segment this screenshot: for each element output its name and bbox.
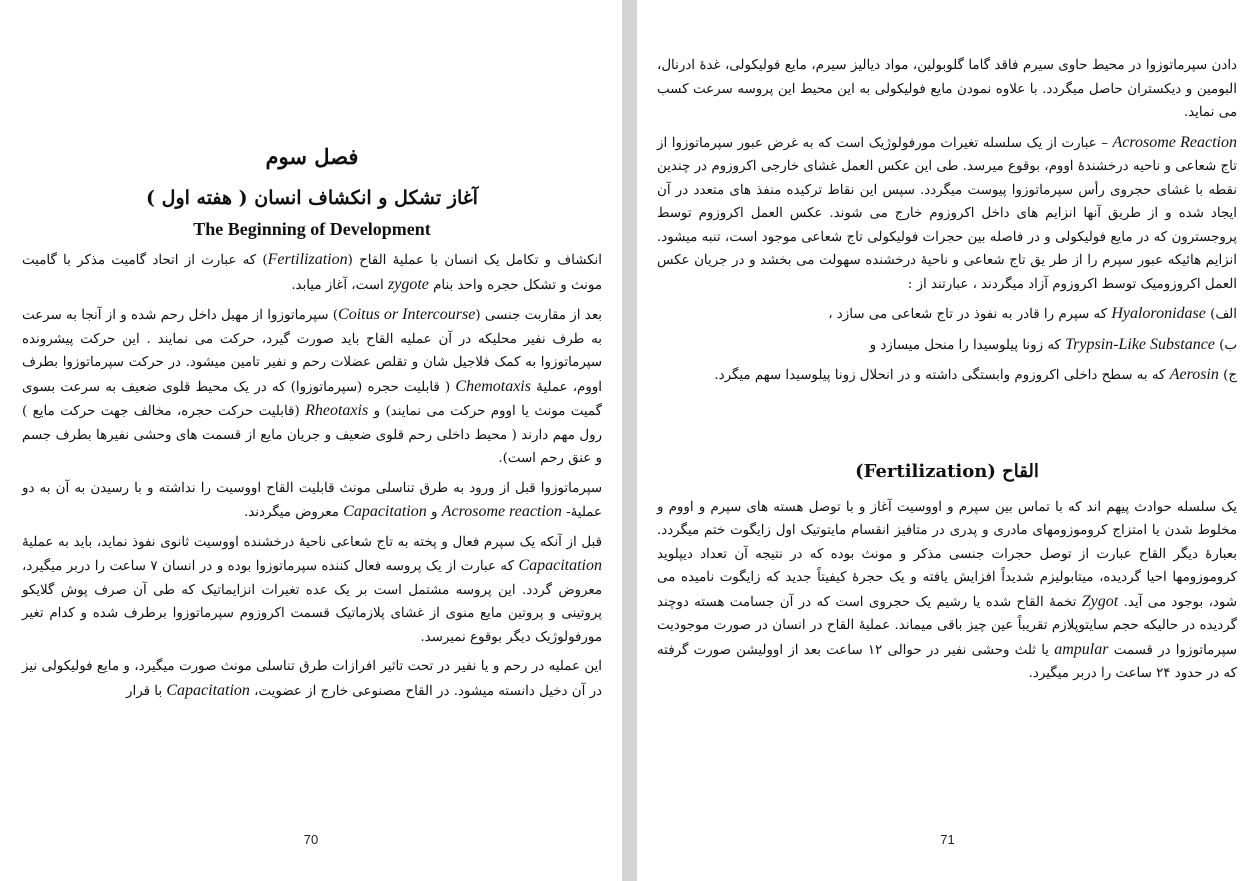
text-run: با قرار [126,683,167,699]
text-run: ج) [1218,368,1237,383]
latin-term: Chemotaxis [455,377,531,395]
latin-term: Capacitation [518,557,602,574]
page-right [637,0,1258,881]
text-run: که به سطح داخلی اکروزوم وابستگی داشته و در انحلال زونا پیلوسیدا سهم میگرد. [714,368,1170,383]
paragraph [657,333,1237,358]
text-run: ( قابلیت حجره (سپرماتوزوا) که در یک محیط قلوی ضعیف به سرعت بسوی گمیت مونث یا اووم حرکت می نمایند) و [22,379,603,419]
paragraph [22,303,602,471]
paragraph [657,302,1237,327]
chapter-title: فصل سوم [265,144,359,169]
page-gutter [622,0,637,881]
paragraph [657,496,1237,686]
text-run: که عبارت از یک پروسه فعال کننده سپرماتوزوا بوده و در انسان ۷ ساعت را دربر میگیرد، معروض گردد. این پروسه مشتمل است بر یک عده تغیرات انزایماتیک که طی آن صرف پوش گلایکو پروتینی و پروتین مایع منوی از غشای پلازماتیک قسمت اکروزوم سپرماتوزوا برطرف شده و کدام تغیر مورفولوژیک دیگر بوقوع نمیرسد. [22,559,602,645]
text-run: ) سپرماتوزوا از مهبل داخل رحم شده و از آنجا به سرعت به طرف نفیر محلیکه در آن عملیه القاح باید صورت گیرد، حرکت می نمایند . این حرکت پیشرونده سپرماتوزوا به کمک فلاجیل شان و تقلص عضلات رحم و نفیر تامین میشود. در حرکت سپرماتوزوا بطرف اووم، عملیهٔ [22,308,602,395]
text-run: معروض میگردند. [243,505,344,520]
left-body [22,248,602,703]
text-run: سپرماتوزوا قبل از ورود به طرق تناسلی مونث قابلیت القاح اووسیت را نداشته و با رسیدن به آن به دو عملیهٔ- [22,480,602,520]
page-left-content [22,140,602,709]
text-run: است، آغاز میابد. [291,277,388,293]
latin-term: Trypsin-Like Substance [1065,335,1215,353]
text-run: انکشاف و تکامل یک انسان با عملیهٔ القاح ( [347,253,602,268]
latin-term: Acrosome reaction [441,503,562,520]
paragraph [657,131,1237,297]
paragraph [22,477,602,525]
right-body-bottom [657,496,1237,686]
paragraph [22,655,602,703]
text-run: ) که عبارت از اتحاد گامیت مذکر با گامیت مونث و تشکل حجره واحد بنام [22,253,602,293]
latin-term: zygote [387,275,429,293]
latin-term: Fertilization [267,251,348,268]
paragraph [657,363,1237,388]
text-run: الف) [1205,307,1237,322]
page-number-left: 70 [303,832,319,847]
latin-term: Rheotaxis [305,402,369,419]
text-run: و [426,505,442,520]
text-run: قبل از آنکه یک سپرم فعال و پخته به تاج شعاعی ناحیهٔ درخشنده اووسیت ثانوی نفوذ نماید، باید به عملیهٔ [22,534,602,550]
text-run: که سپرم را قادر به نفوذ در تاج شعاعی می سازد ، [828,307,1112,322]
section-heading: القاح (Fertilization) [855,460,1039,482]
latin-term: Aerosin [1169,366,1219,383]
chapter-subtitle: آغاز تشکل و انکشاف انسان ( هفته اول ) [146,187,478,209]
text-run: ب) [1214,337,1237,353]
paragraph [657,54,1237,125]
latin-term: Hyaloronidase [1111,305,1206,322]
latin-term: ampular [1054,640,1109,658]
text-run: تخمهٔ القاح شده یا رشیم یک حجروی است که در آن جسامت هسته دوچند گردیده در حالیکه حجم سایتوپلازم تقریباً عین چیز باقی میماند. عملیهٔ القاح در انسان در صورت موجودیت سپرماتوزوا در قسمت [657,594,1238,658]
text-run: یا ثلث وحشی نفیر در حوالی ۱۲ ساعت بعد از اوولیشن صورت گرفته که در حدود ۲۴ ساعت را دربر میگیرد. [657,642,1237,681]
text-run: – عبارت از یک سلسله تغیرات مورفولوژیک است که به غرض عبور سپرماتوزوا از تاج شعاعی و ناحیه درخشندهٔ اووم، بوقوع میرسد. طی این عکس العمل غشای خارجی اکروزوم در چندین نقطه با غشای حجروی رأس سپرماتوزوا پیوست میگردد. سپس این نقاط ترکیده منفذ های متعدد در آن ایجاد شده و از طریق آنها انزایم های داخل اکروزوم خارج می شوند. عکس العمل اکروزوم توسط پروجسترون که در مایع فولیکولی و در فاصله بین حجرات فولیکولی تاج شعاعی موجود است، تنبه میشود. انزایم هائیکه عبور سپرم را از طر یق تاج شعاعی و ناحیهٔ درخشنده سهولت می بخشد و در جریان عکس العمل اکروزومیک توسط اکروزوم آزاد میگردند ، عبارتند از : [657,135,1237,292]
page-left [0,0,622,881]
text-run: یک سلسله حوادث پیهم اند که با تماس بین سپرم و اووسیت آغاز و با توصل هسته های سپرم و اووم و مخلوط شدن یا امتزاج کروموزومهای مادری و پدری در متافیز انقسام مایتوتیک اول زایگوت ختم میگردد. بعبارهٔ دیگر القاح عبارت از توصل حجرات جنسی مذکر و مونث بوده که در نتیجه آن تعداد دیپلوید کروموزومها احیا گردیده، میتابولیزم شدیداً افزایش یافته و یک حجرهٔ کیفیتاً جدید که زایگوت نامیده می شود، بوجود می آید. [657,499,1237,610]
text-run: دادن سپرماتوزوا در محیط حاوی سیرم فاقد گاما گلوبولین، مواد دیالیز سیرم، مایع فولیکولی، غدهٔ ادرنال، البومین و دیکستران حاصل میگردد. با علاوه نمودن مایع فولیکولی به این محیط این پروسه سرعت کسب می نماید. [657,58,1237,120]
text-run: این عملیه در رحم و یا نفیر در تحت تاثیر افرازات طرق تناسلی مونث صورت میگیرد، و مایع فولیکولی نیز در آن دخیل دانسته میشود. در القاح مصنوعی خارج از عضویت، [22,659,602,699]
text-run: (قابلیت حرکت حجره، مخالف جهت حرکت مایع ) رول مهم دارند ( محیط داخلی رحم قلوی ضعیف و جریان مایع از قسمت های وحشی نفیرها بطرف جسم و عنق رحم است). [22,404,602,466]
paragraph [22,248,602,297]
latin-term: Coitus or Intercourse [338,306,476,323]
page-right-content [657,54,1237,692]
chapter-english-title: The Beginning of Development [193,219,431,239]
latin-term: Zygot [1081,592,1119,610]
latin-term: Capacitation [166,681,250,699]
latin-term: Capacitation [343,503,427,520]
latin-term: Acrosome Reaction [1112,133,1237,151]
text-run: که زونا پیلوسیدا را منحل میسازد و [869,337,1066,353]
right-body-top [657,54,1237,388]
paragraph [22,531,602,650]
text-run: بعد از مقاربت جنسی ( [475,308,602,323]
page-number-right: 71 [940,832,955,847]
